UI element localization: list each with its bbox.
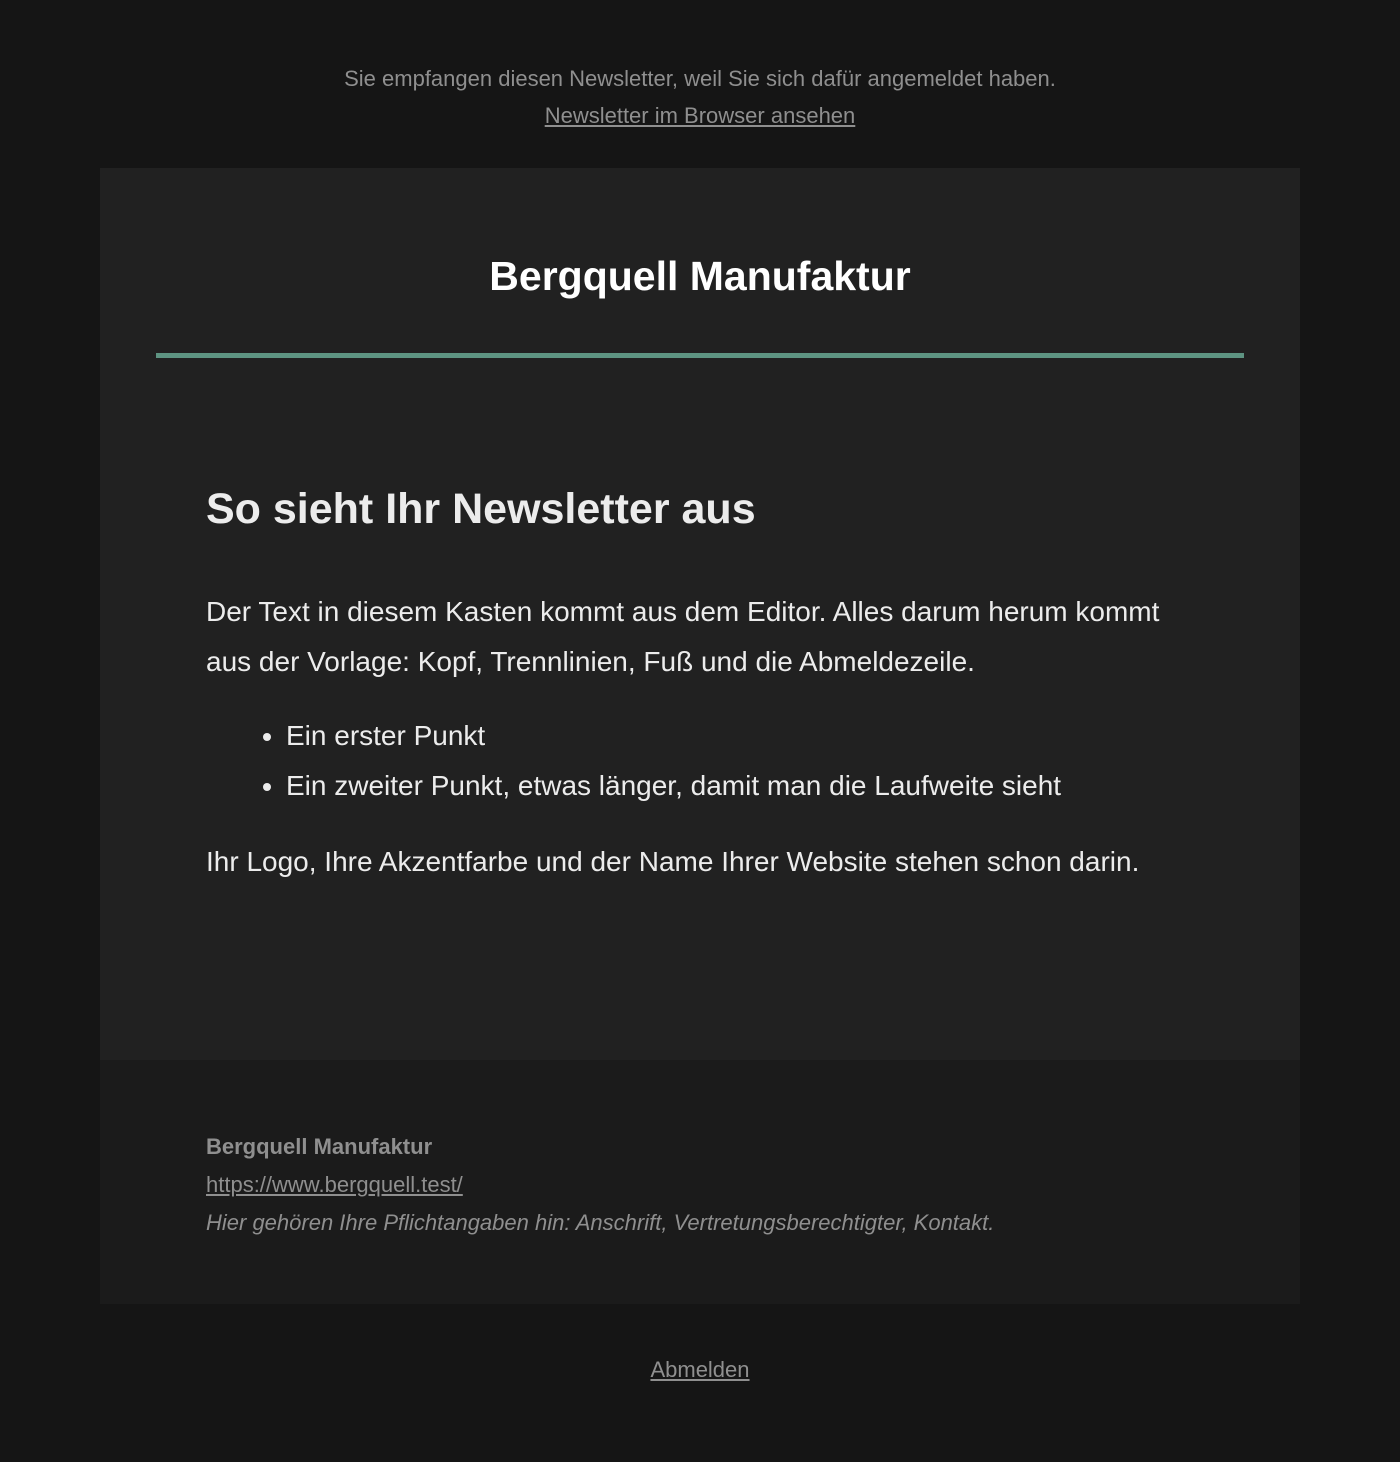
brand-title: Bergquell Manufaktur — [489, 253, 911, 299]
newsletter-footer — [100, 1060, 1300, 1304]
content-bullet-list — [206, 711, 1196, 811]
preheader — [0, 60, 1400, 134]
footer-website-link[interactable]: https://www.bergquell.test/ — [206, 1172, 463, 1197]
footer-info — [206, 1128, 994, 1242]
footer-company-name: Bergquell Manufaktur — [206, 1134, 433, 1159]
content-outro: Ihr Logo, Ihre Akzentfarbe und der Name Ihrer Website stehen schon darin. — [206, 846, 1140, 877]
unsubscribe-row — [0, 1351, 1400, 1388]
list-item: • Ein zweiter Punkt, etwas länger, damit man die Laufweite sieht — [286, 761, 1196, 811]
view-in-browser-link[interactable]: Newsletter im Browser ansehen — [544, 103, 856, 128]
list-item: • Ein erster Punkt — [286, 711, 1196, 761]
content-intro: Der Text in diesem Kasten kommt aus dem Editor. Alles darum herum kommt aus der Vorlage: Kopf, Trennlinien, Fuß und die Abmeldezeile. — [206, 596, 1160, 677]
preheader-notice: Sie empfangen diesen Newsletter, weil Sie sich dafür angemeldet haben. — [344, 66, 1056, 91]
footer-legal-notice: Hier gehören Ihre Pflichtangaben hin: Anschrift, Vertretungsberechtigter, Kontakt. — [206, 1210, 995, 1235]
content-heading: So sieht Ihr Newsletter aus — [206, 485, 756, 533]
unsubscribe-link[interactable]: Abmelden — [650, 1357, 750, 1382]
accent-divider — [156, 353, 1244, 358]
newsletter-content — [206, 478, 1196, 887]
